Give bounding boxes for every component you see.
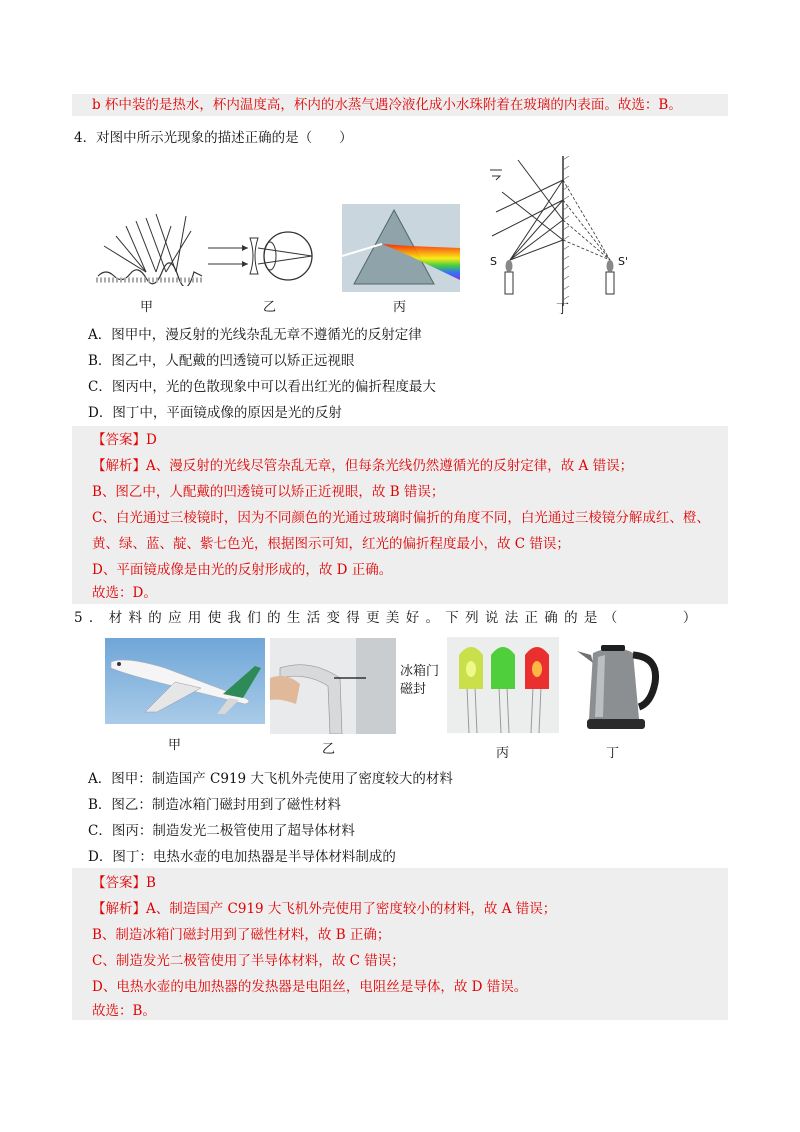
q5-fig-label-jia: 甲 [168, 738, 182, 753]
q4-fig-label-bing: 丙 [393, 300, 407, 315]
q4-fig-label-yi: 乙 [263, 300, 277, 315]
q4-fig-label-ding: 丁 [556, 302, 570, 317]
q5-analysis-line: 【解析】A、制造国产 C919 大飞机外壳使用了密度较小的材料，故 A 错误； [92, 901, 557, 917]
q4-analysis-line: 【解析】A、漫反射的光线尽管杂乱无章，但每条光线仍然遵循光的反射定律，故 A 错误； [92, 458, 634, 474]
q4-mirror-label-s: S [490, 255, 497, 268]
q5-fig-label-ding: 丁 [606, 746, 620, 761]
q5-analysis-line: B、制造冰箱门磁封用到了磁性材料，故 B 正确； [92, 927, 391, 943]
q4-mirror-label-s-prime: S' [618, 255, 629, 268]
q5-fridge-label-line1: 冰箱门 [400, 664, 440, 679]
q5-option-d: D．图丁：电热水壶的电加热器是半导体材料制成的 [88, 849, 396, 865]
q4-analysis-line: C、白光通过三棱镜时，因为不同颜色的光通过玻璃时偏折的角度不同，白光通过三棱镜分解成红、橙、 [92, 510, 710, 526]
q4-fig-plane-mirror [488, 156, 638, 306]
q4-option-c: C．图丙中，光的色散现象中可以看出红光的偏折程度最大 [88, 379, 436, 395]
q5-analysis-line: D、电热水壶的电加热器的发热器是电阻丝，电阻丝是导体，故 D 错误。 [92, 979, 528, 995]
q4-fig-label-jia: 甲 [140, 300, 154, 315]
q4-analysis-line: 故选：D。 [92, 585, 157, 601]
q4-fig-diffuse-reflection [96, 206, 206, 286]
q5-stem: 5．材料的应用使我们的生活变得更美好。下列说法正确的是（ ） [74, 610, 703, 626]
q5-fig-label-yi: 乙 [322, 742, 336, 757]
q5-fridge-label-line2: 磁封 [400, 682, 427, 697]
q5-answer-block [72, 868, 728, 1020]
q4-analysis-line: B、图乙中，人配戴的凹透镜可以矫正近视眼，故 B 错误； [92, 484, 445, 500]
q5-fig-kettle [567, 637, 663, 733]
q5-analysis-line: C、制造发光二极管使用了半导体材料，故 C 错误； [92, 953, 405, 969]
q5-option-a: A．图甲：制造国产 C919 大飞机外壳使用了密度较大的材料 [88, 771, 453, 787]
q5-fig-fridge-seal [270, 638, 396, 734]
q5-answer: 【答案】B [92, 875, 156, 891]
q4-option-a: A．图甲中，漫反射的光线杂乱无章不遵循光的反射定律 [88, 327, 422, 343]
q5-fig-airplane [105, 638, 265, 724]
q4-answer: 【答案】D [92, 432, 157, 448]
q4-stem: 4．对图中所示光现象的描述正确的是（ ） [74, 130, 353, 146]
q4-option-b: B．图乙中，人配戴的凹透镜可以矫正远视眼 [88, 353, 355, 369]
q5-analysis-line: 故选：B。 [92, 1003, 156, 1019]
q5-option-b: B．图乙：制造冰箱门磁封用到了磁性材料 [88, 797, 341, 813]
prev-answer-text: b 杯中装的是热水，杯内温度高，杯内的水蒸气遇冷液化成小水珠附着在玻璃的内表面。故选：B。 [92, 97, 682, 113]
q4-fig-prism [342, 204, 460, 292]
q5-fig-led [447, 637, 559, 733]
q4-analysis-line: D、平面镜成像是由光的反射形成的，故 D 正确。 [92, 562, 393, 578]
q4-analysis-line: 黄、绿、蓝、靛、紫七色光，根据图示可知，红光的偏折程度最小，故 C 错误； [92, 536, 570, 552]
q5-fig-label-bing: 丙 [496, 746, 510, 761]
q4-option-d: D．图丁中，平面镜成像的原因是光的反射 [88, 405, 342, 421]
q5-option-c: C．图丙：制造发光二极管使用了超导体材料 [88, 823, 355, 839]
q4-fig-eye-lens [208, 226, 318, 286]
